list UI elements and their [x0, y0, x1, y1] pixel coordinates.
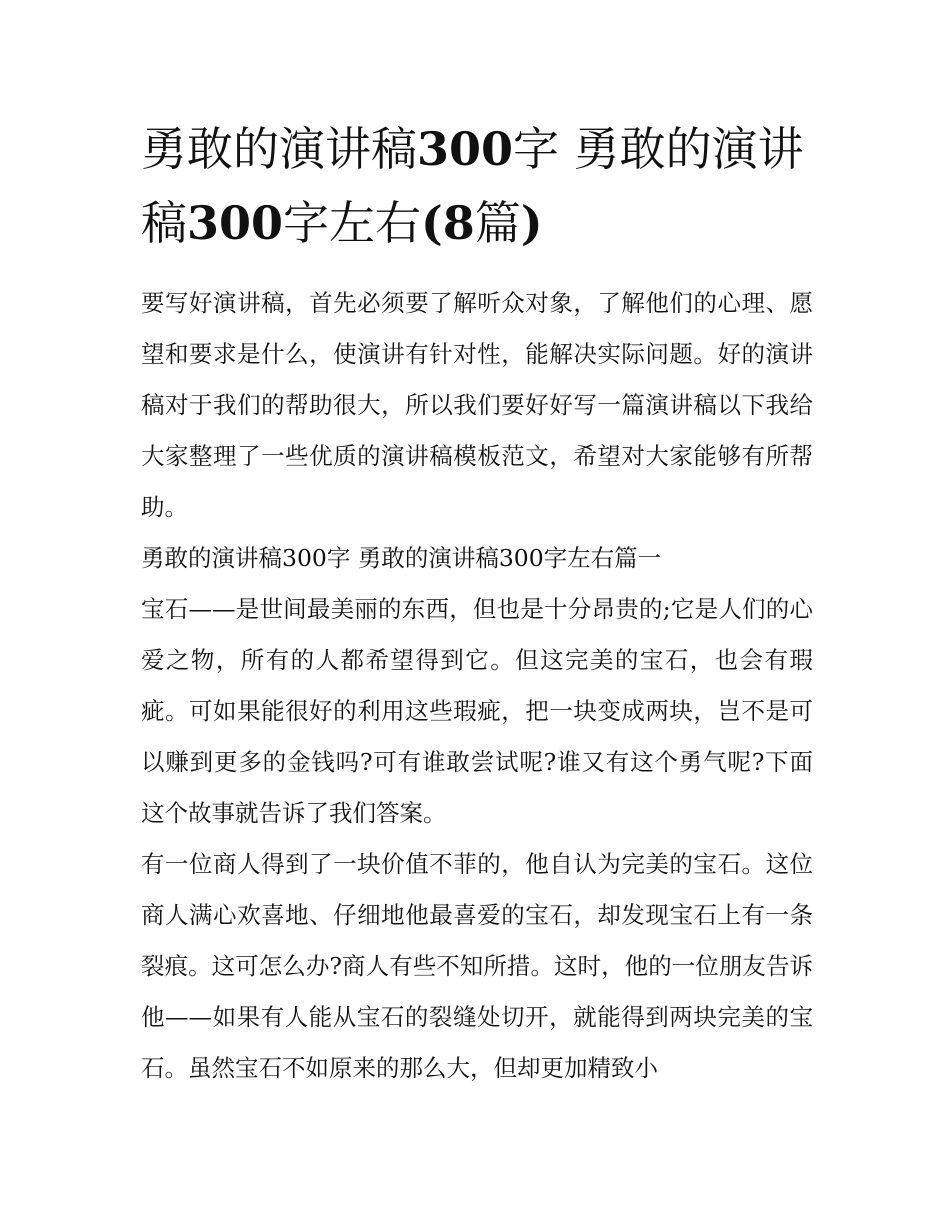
section-heading: 勇敢的演讲稿300字 勇敢的演讲稿300字左右篇一	[141, 544, 662, 572]
document-content	[141, 112, 813, 1094]
document-title: 勇敢的演讲稿300字 勇敢的演讲稿300字左右(8篇)	[141, 122, 804, 250]
document-body	[141, 278, 813, 1094]
intro-paragraph: 要写好演讲稿，首先必须要了解听众对象，了解他们的心理、愿望和要求是什么，使演讲有针对性，能解决实际问题。好的演讲稿对于我们的帮助很大，所以我们要好好写一篇演讲稿以下我给大家整理了一些优质的演讲稿模板范文，希望对大家能够有所帮助。	[141, 289, 813, 521]
body-paragraph: 宝石——是世间最美丽的东西，但也是十分昂贵的;它是人们的心爱之物，所有的人都希望得到它。但这完美的宝石，也会有瑕疵。可如果能很好的利用这些瑕疵，把一块变成两块，岂不是可以赚到更多的金钱吗?可有谁敢尝试呢?谁又有这个勇气呢?下面这个故事就告诉了我们答案。	[141, 595, 813, 827]
body-paragraph: 有一位商人得到了一块价值不菲的，他自认为完美的宝石。这位商人满心欢喜地、仔细地他最喜爱的宝石，却发现宝石上有一条裂痕。这可怎么办?商人有些不知所措。这时，他的一位朋友告诉他——如果有人能从宝石的裂缝处切开，就能得到两块完美的宝石。虽然宝石不如原来的那么大，但却更加精致小	[141, 850, 813, 1082]
